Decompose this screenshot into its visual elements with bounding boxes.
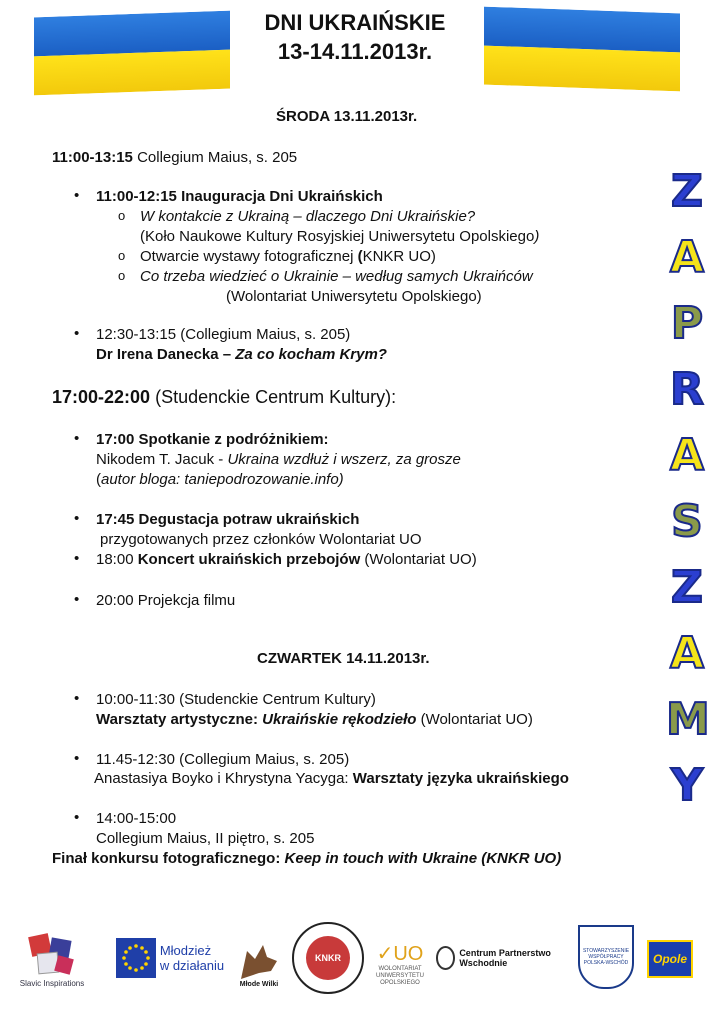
d2-item2-people [94, 769, 569, 788]
ukraine-flag-left [34, 11, 230, 96]
seal-icon [436, 946, 455, 970]
day2-heading: CZWARTEK 14.11.2013r. [257, 650, 430, 667]
page-title [230, 8, 480, 66]
mlode-wilki-logo [232, 934, 286, 994]
item4-title: 17:45 Degustacja potraw ukraińskich [96, 511, 360, 528]
day1-block2 [52, 387, 396, 408]
item5-time: 18:00 [96, 551, 138, 568]
circle-bullet-icon: o [118, 268, 126, 283]
stowarzyszenie-logo [576, 922, 636, 992]
d2-item1-title [96, 710, 533, 729]
title-line-2: 13-14.11.2013r. [277, 39, 433, 64]
wuo-mark-icon: ✓UO [376, 943, 424, 965]
wolontariat-uo-logo [370, 932, 430, 996]
eu-stars-icon [116, 938, 156, 978]
workshop-org: (Wolontariat UO) [416, 711, 533, 728]
zapraszamy-letter: A [669, 430, 705, 481]
block1-time: 11:00-13:15 [52, 149, 133, 166]
bullet-icon: • [74, 325, 80, 342]
blog-text: autor bloga: taniepodrozowanie.info) [101, 471, 344, 488]
blog-paren: ( [96, 471, 101, 488]
wolf-icon [237, 941, 281, 981]
speaker-topic: Za co kocham Krym? [235, 346, 387, 363]
d2-item1-time: 10:00-11:30 (Studenckie Centrum Kultury) [96, 691, 376, 708]
opole-logo [640, 926, 700, 992]
wuo-line-1: WOLONTARIAT [378, 966, 422, 972]
d2-item3-place: Collegium Maius, II piętro, s. 205 [96, 830, 315, 847]
bullet-icon: • [74, 510, 80, 527]
item2-time: 12:30-13:15 (Collegium Maius, s. 205) [96, 326, 351, 343]
zapraszamy-letter: A [669, 628, 705, 679]
sub3: Co trzeba wiedzieć o Ukrainie – według samych Ukraińców [140, 268, 533, 285]
sub2-org: KNKR UO) [362, 248, 436, 265]
zapraszamy-letter: Z [671, 562, 703, 613]
language-workshop: Warsztaty języka ukraińskiego [352, 770, 569, 787]
mlodziez-logo [114, 932, 226, 984]
item1-title: 11:00-12:15 Inauguracja Dni Ukraińskich [96, 188, 383, 205]
sub1: W kontakcie z Ukrainą – dlaczego Dni Ukraińskie? [140, 208, 476, 225]
day1-block1 [52, 148, 297, 167]
mlodziez-text: Młodzież [159, 943, 212, 958]
centrum-partnerstwo-logo [436, 936, 568, 980]
workshop-label: Warsztaty artystyczne: [96, 711, 263, 728]
item3-person [96, 450, 461, 469]
block2-time: 17:00-22:00 [52, 387, 151, 407]
item5-org: (Wolontariat UO) [360, 551, 477, 568]
puzzle-icon [22, 929, 82, 979]
item5-title: Koncert ukraińskich przebojów [137, 551, 361, 568]
zapraszamy-letter: P [670, 298, 704, 349]
final-org: (KNKR UO) [477, 850, 562, 867]
cpw-text: Centrum Partnerstwo Wschodnie [459, 948, 551, 968]
sub2 [140, 247, 436, 266]
circle-bullet-icon: o [118, 208, 126, 223]
slavic-text: Slavic Inspirations [19, 978, 85, 988]
zapraszamy-letter: M [666, 694, 710, 745]
sub1-org [140, 227, 539, 246]
zapraszamy-letter: R [670, 364, 704, 415]
bullet-icon: • [74, 430, 80, 447]
item6: 20:00 Projekcja filmu [96, 592, 236, 609]
wuo-line-2: UNIWERSYTETU [376, 973, 424, 979]
item3-blog [96, 470, 344, 489]
item2-speaker [96, 345, 387, 364]
item3-title: 17:00 Spotkanie z podróżnikiem: [96, 431, 329, 448]
bullet-icon: • [74, 690, 80, 707]
bullet-icon: • [74, 809, 80, 826]
zapraszamy-letter: Y [671, 760, 703, 811]
ukraine-flag-right [484, 7, 680, 92]
final-label: Finał konkursu fotograficznego: [52, 850, 285, 867]
sub1-org-close: ) [534, 228, 540, 245]
sub1-org-text: (Koło Naukowe Kultury Rosyjskiej Uniwersytetu Opolskiego [140, 228, 535, 245]
bullet-icon: • [74, 187, 80, 204]
final-title: Keep in touch with Ukraine [284, 850, 478, 867]
sub3-org: (Wolontariat Uniwersytetu Opolskiego) [226, 288, 482, 305]
zapraszamy-letter: Z [671, 166, 703, 217]
sponsor-logos [0, 922, 725, 1002]
zapraszamy-letter: S [671, 496, 703, 547]
person-name: Nikodem T. Jacuk - [96, 451, 228, 468]
sub2-paren: ( [357, 248, 363, 265]
bullet-icon: • [74, 550, 80, 567]
speaker-name: Dr Irena Danecka – [96, 346, 236, 363]
opole-text: Opole [647, 940, 693, 978]
day1-heading: ŚRODA 13.11.2013r. [276, 108, 418, 125]
knkr-logo [292, 922, 364, 994]
bullet-icon: • [74, 750, 80, 767]
block1-place: Collegium Maius, s. 205 [132, 149, 298, 166]
final-line [52, 849, 561, 868]
block2-place: (Studenckie Centrum Kultury): [150, 387, 397, 407]
sub2-text: Otwarcie wystawy fotograficznej [140, 248, 358, 265]
slavic-inspirations-logo [4, 922, 100, 994]
book-title: Ukraina wzdłuż i wszerz, za grosze [227, 451, 461, 468]
item4-desc: przygotowanych przez członków Wolontariat UO [100, 531, 422, 548]
stow-text: STOWARZYSZENIE WSPÓŁPRACY POLSKA-WSCHÓD [578, 925, 634, 989]
d2-item2-time: 11.45-12:30 (Collegium Maius, s. 205) [96, 751, 350, 768]
mlode-wilki-text: Młode Wilki [239, 980, 279, 988]
circle-bullet-icon: o [118, 248, 126, 263]
item5 [96, 550, 477, 569]
bullet-icon: • [74, 591, 80, 608]
d2-item3-time: 14:00-15:00 [96, 810, 177, 827]
knkr-text: KNKR [306, 936, 350, 980]
workshop-topic: Ukraińskie rękodzieło [262, 711, 417, 728]
people-names: Anastasiya Boyko i Khrystyna Yacyga: [94, 770, 353, 787]
zapraszamy-letter: A [669, 232, 705, 283]
w-dzialaniu-text: w działaniu [159, 958, 225, 973]
title-line-1: DNI UKRAIŃSKIE [264, 10, 446, 35]
wuo-line-3: OPOLSKIEGO [380, 980, 420, 986]
